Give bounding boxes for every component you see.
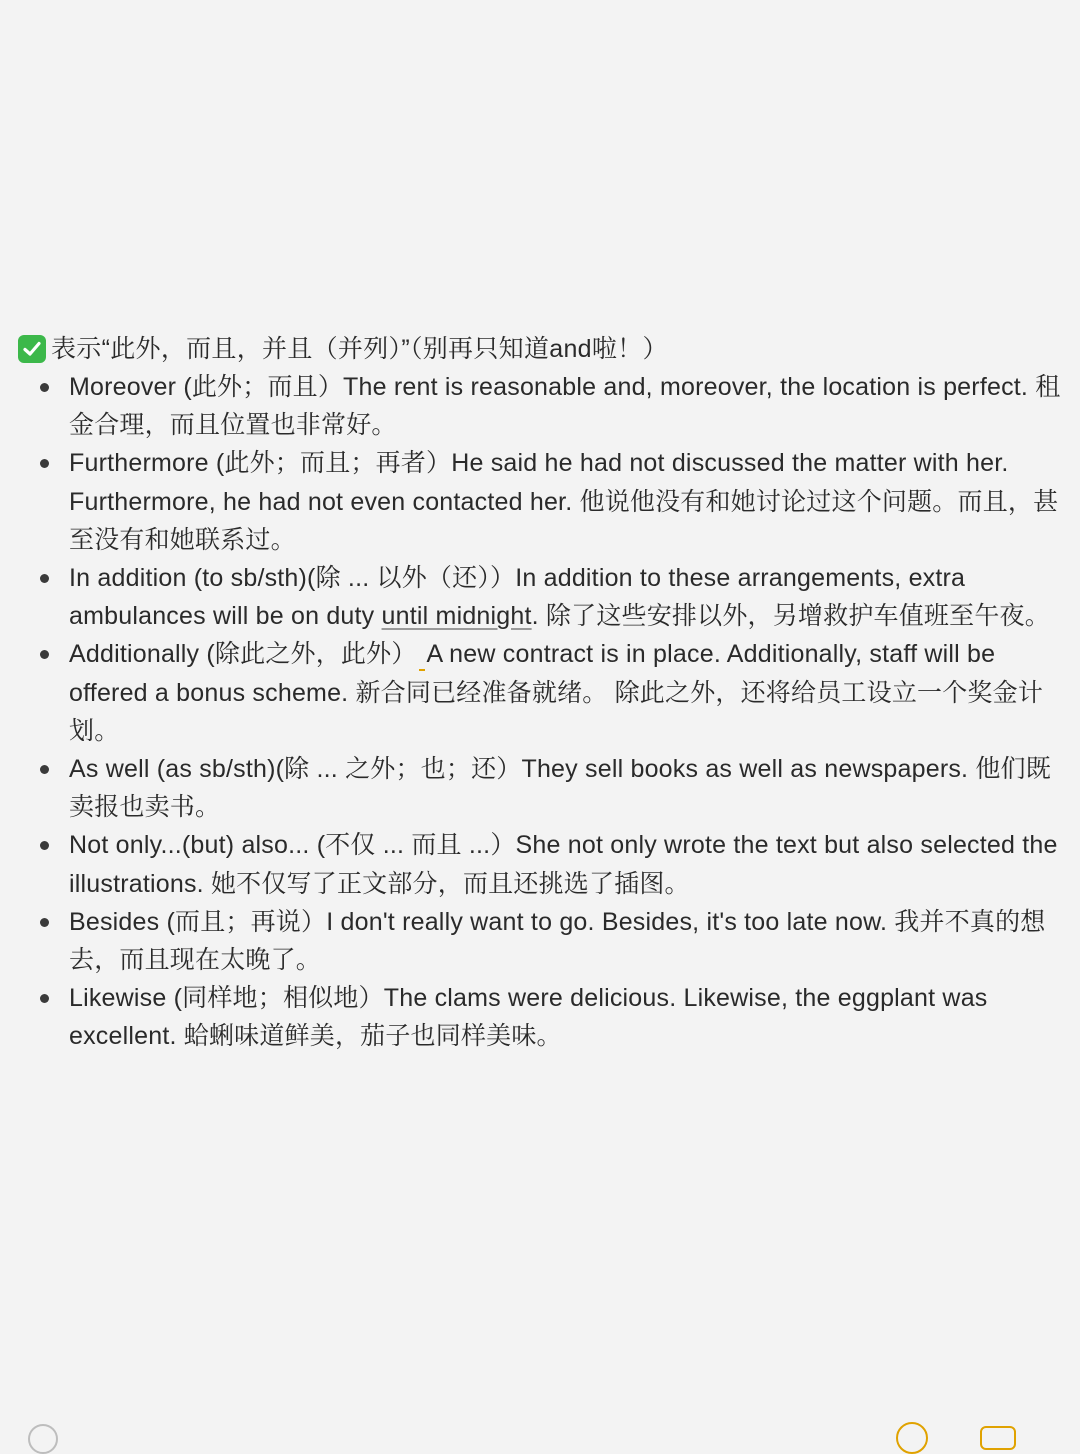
bullet-dot [40, 841, 49, 850]
list-item [18, 368, 1064, 444]
bullet-dot [40, 994, 49, 1003]
section-heading [18, 330, 1064, 368]
text-cursor-marker [419, 669, 425, 671]
bullet-dot [40, 918, 49, 927]
list-item [18, 635, 1064, 750]
underlined-phrase: until midnight [381, 602, 532, 631]
section-heading-text: 表示“此外，而且，并且（并列）”（别再只知道and啦！） [51, 335, 668, 363]
list-item-text-end: A new contract is in place. Additionally, staff will be offered a bonus scheme. 新合同已经准备就绪。 除此之外，还将给员工设立一个奖金计划。 [69, 640, 1044, 745]
note-body [18, 330, 1064, 1056]
list-item [18, 979, 1064, 1055]
list-item-text: Furthermore (此外；而且；再者）He said he had not discussed the matter with her. Furthermore, he had not even contacted her. 他说他没有和她讨论过这个问题。而且，甚至没有和她联系过。 [69, 449, 1059, 554]
toolbar-camera-icon[interactable] [980, 1426, 1016, 1450]
list-item [18, 750, 1064, 826]
list-item [18, 826, 1064, 902]
list-item-text: Moreover (此外；而且）The rent is reasonable and, moreover, the location is perfect. 租金合理，而且位置也非常好。 [69, 373, 1061, 440]
list-item-text-start: In addition (to sb/sth)(除 ... 以外（还））In addition to these arrangements, extra ambulances will be on duty [69, 564, 966, 631]
list-item [18, 559, 1064, 635]
list-item-text-end: . 除了这些安排以外，另增救护车值班至午夜。 [531, 602, 1050, 631]
toolbar-markup-icon[interactable] [896, 1422, 928, 1454]
list-item [18, 903, 1064, 979]
bullet-dot [40, 459, 49, 468]
bullet-dot [40, 383, 49, 392]
list-item-text: Not only...(but) also... (不仅 ... 而且 ...）She not only wrote the text but also selected the illustrations. 她不仅写了正文部分，而且还挑选了插图。 [69, 831, 1058, 898]
list-item-text: Likewise (同样地；相似地）The clams were delicious. Likewise, the eggplant was excellent. 蛤蜊味道鲜美，茄子也同样美味。 [69, 984, 988, 1051]
bullet-dot [40, 765, 49, 774]
bullet-dot [40, 650, 49, 659]
bullet-dot [40, 574, 49, 583]
toolbar-circle-icon[interactable] [28, 1424, 58, 1454]
bullet-list [18, 368, 1064, 1056]
list-item-text: Besides (而且；再说）I don't really want to go. Besides, it's too late now. 我并不真的想去，而且现在太晚了。 [69, 907, 1046, 975]
list-item-text-start: Additionally (除此之外，此外） [69, 640, 417, 669]
check-mark-icon [18, 335, 46, 363]
list-item [18, 444, 1064, 559]
list-item-text: As well (as sb/sth)(除 ... 之外；也；还）They sell books as well as newspapers. 他们既卖报也卖书。 [69, 755, 1051, 822]
